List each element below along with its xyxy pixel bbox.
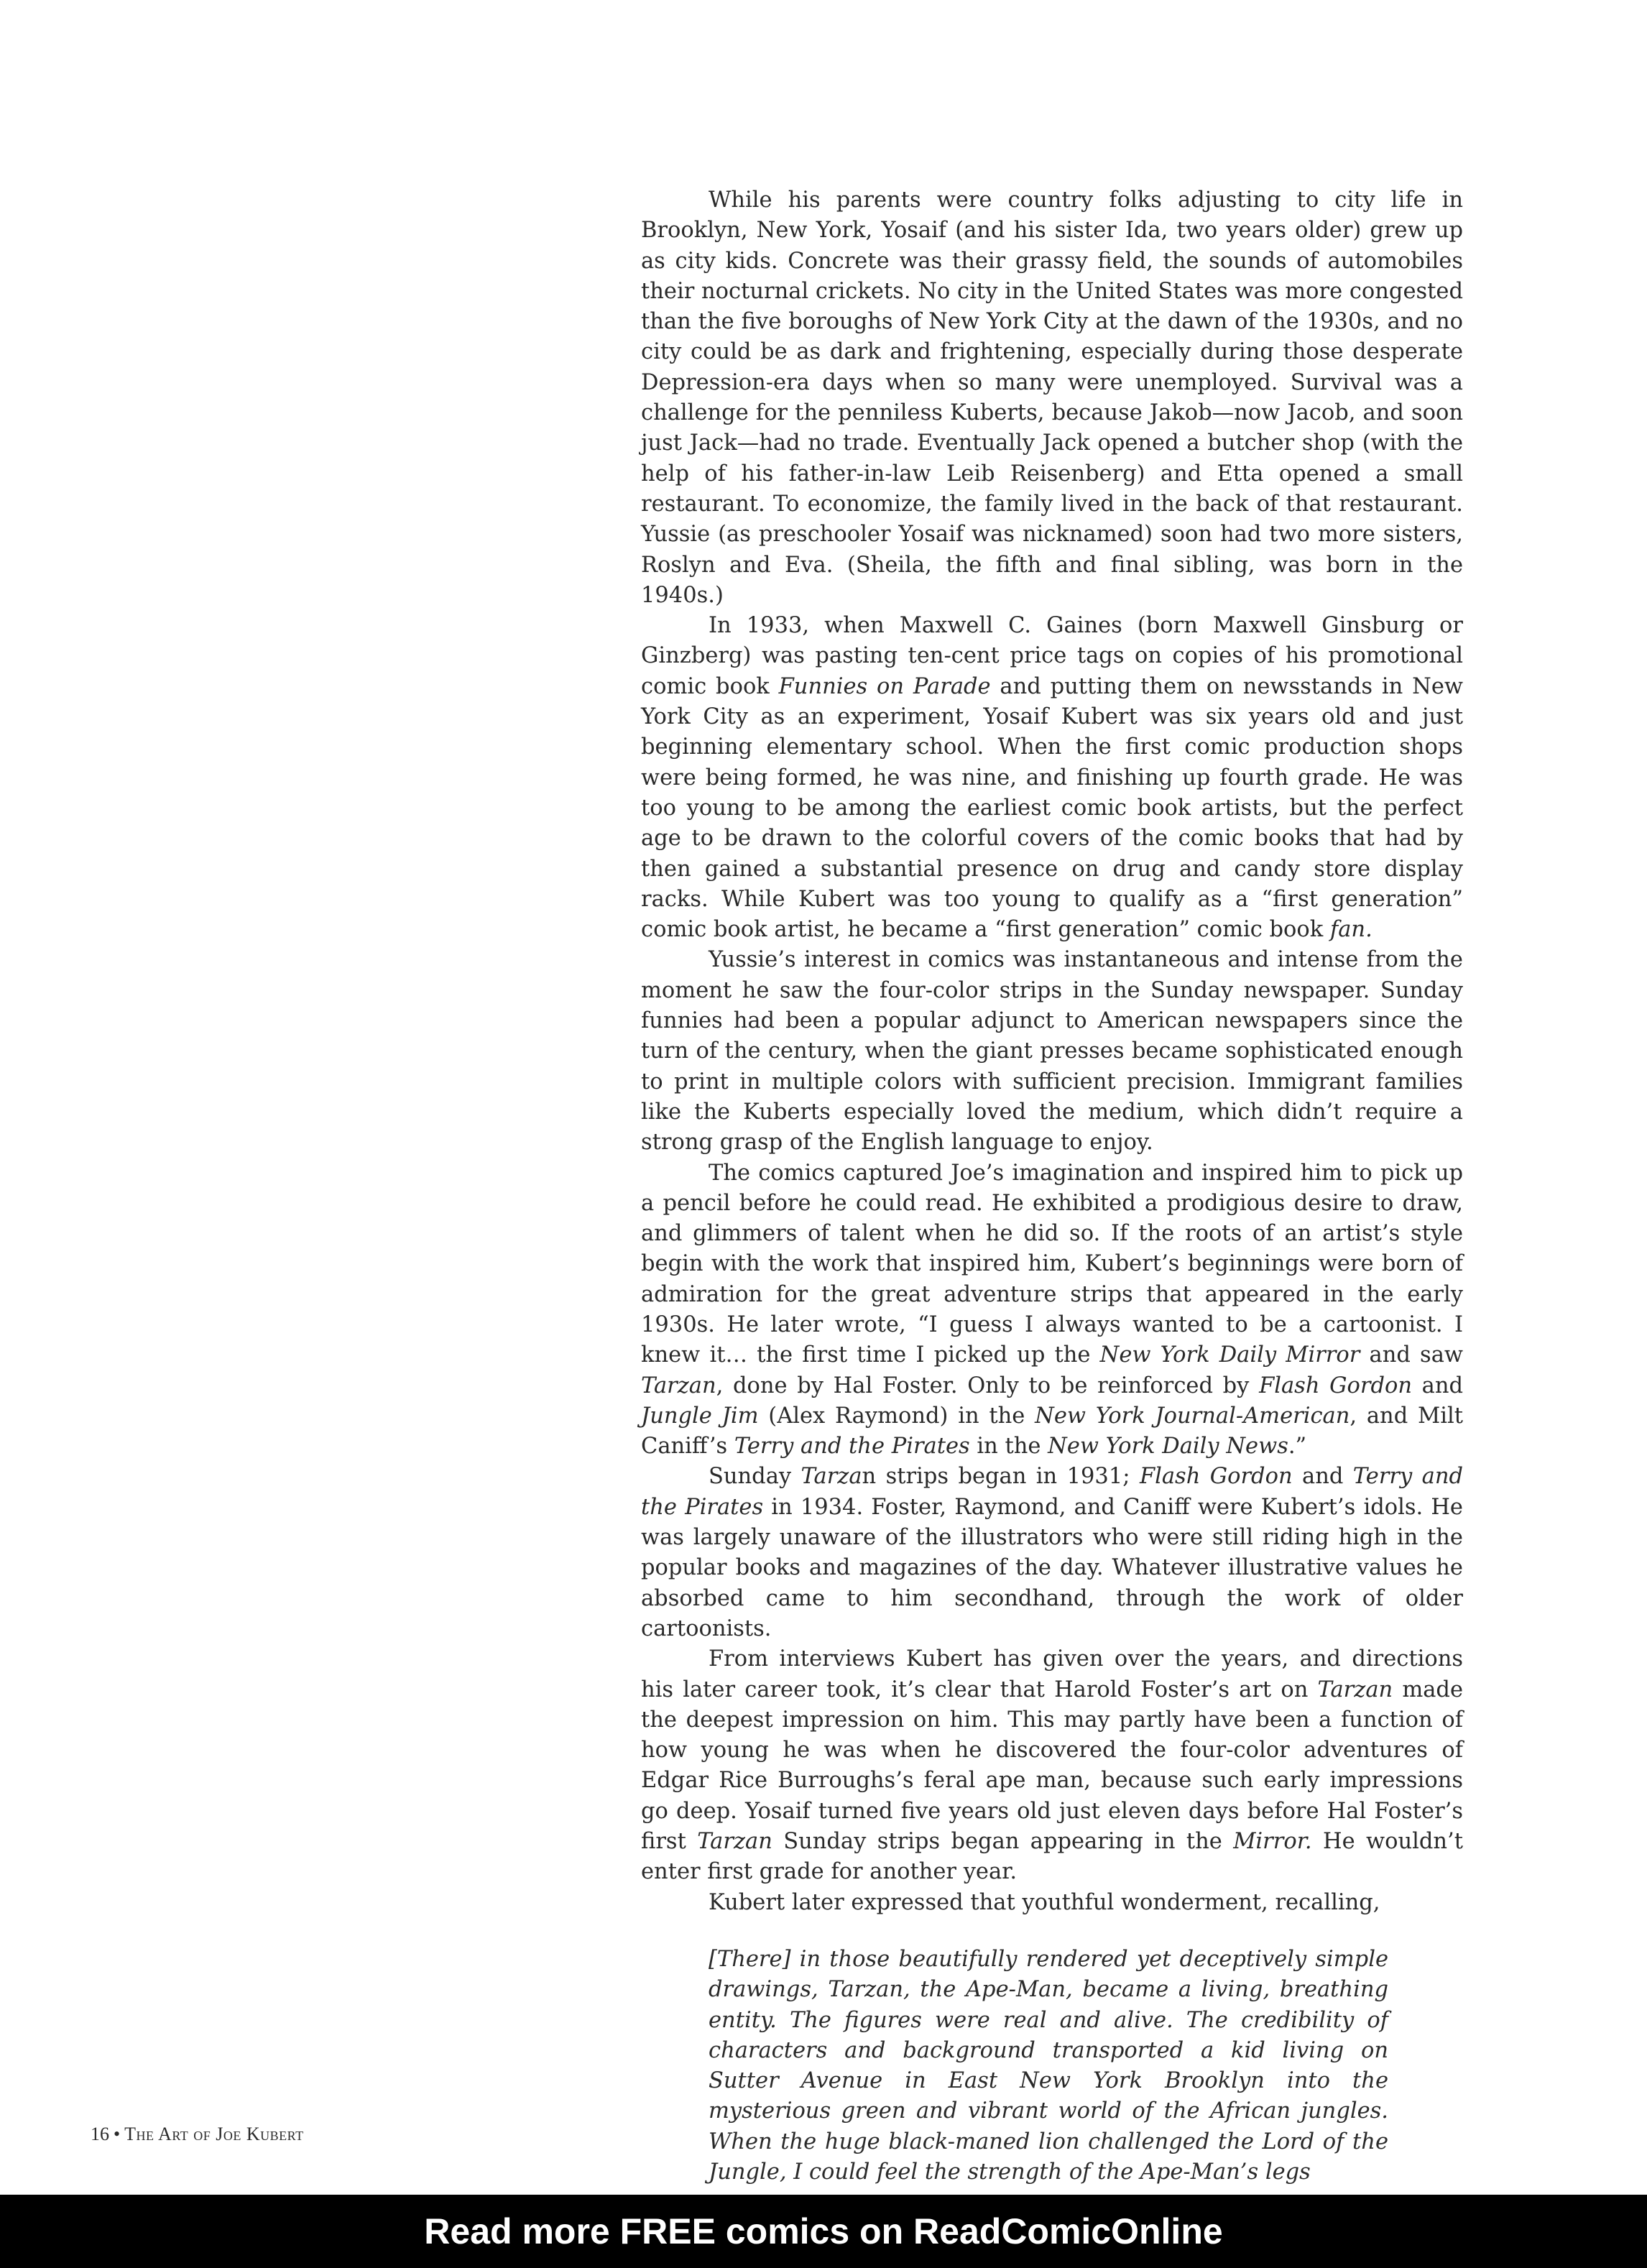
footer-bullet: •: [114, 2124, 121, 2144]
promo-banner[interactable]: Read more FREE comics on ReadComicOnline: [0, 2195, 1647, 2268]
paragraph-5: Sunday Tarzan strips began in 1931; Flash Gordon and Terry and the Pirates in 1934. Foster, Raymond, and Caniff were Kubert’s idols. He was largely unaware of the illustrators who were still riding high in the popular books and magazines of the day. Whatever illustrative values he absorbed came to him secondhand, through the work of older cartoonists.: [641, 1464, 1463, 1641]
page-footer: [91, 2124, 304, 2145]
paragraph-3: Yussie’s interest in comics was instantaneous and intense from the moment he saw the four-color strips in the Sunday newspaper. Sunday funnies had been a popular adjunct to American newspapers since the turn of the century, when the giant presses became sophisticated enough to print in multiple colors with sufficient precision. Immigrant families like the Kuberts especially loved the medium, which didn’t require a strong grasp of the English language to enjoy.: [641, 947, 1463, 1156]
block-quote: [There] in those beautifully rendered yet deceptively simple drawings, Tarzan, the Ape-Man, became a living, breathing entity. The figures were real and alive. The credibility of characters and background transported a kid living on Sutter Avenue in East New York Brooklyn into the mysterious green and vibrant world of the African jungles. When the huge black-maned lion challenged the Lord of the Jungle, I could feel the strength of the Ape-Man’s legs: [709, 1946, 1388, 2185]
title-funnies-on-parade: Funnies on Parade: [778, 673, 991, 699]
text-column: [641, 185, 1463, 2188]
paragraph-4: The comics captured Joe’s imagination and inspired him to pick up a pencil before he could read. He exhibited a prodigious desire to draw, and glimmers of talent when he did so. If the roots of an artist’s style begin with the work that inspired him, Kubert’s beginnings were born of admiration for the great adventure strips that appeared in the early 1930s. He later wrote, “I guess I always wanted to be a cartoonist. I knew it… the first time I picked up the New York Daily Mirror and saw Tarzan, done by Hal Foster. Only to be reinforced by Flash Gordon and Jungle Jim (Alex Raymond) in the New York Journal-American, and Milt Caniff’s Terry and the Pirates in the New York Daily News.”: [641, 1160, 1463, 1460]
page-number: 16: [91, 2124, 109, 2144]
book-title: The Art of Joe Kubert: [124, 2124, 304, 2144]
paragraph-2: In 1933, when Maxwell C. Gaines (born Maxwell Ginsburg or Ginzberg) was pasting ten-cent price tags on copies of his promotional comic book Funnies on Parade and putting them on newsstands in New York City as an experiment, Yosaif Kubert was six years old and just beginning elementary school. When the first comic production shops were being formed, he was nine, and finishing up fourth grade. He was too young to be among the earliest comic book artists, but the perfect age to be drawn to the colorful covers of the comic books that had by then gained a substantial presence on drug and candy store display racks. While Kubert was too young to qualify as a “first generation” comic book artist, he became a “first generation” comic book fan.: [641, 613, 1463, 943]
paragraph-1: While his parents were country folks adjusting to city life in Brooklyn, New York, Yosaif (and his sister Ida, two years older) grew up as city kids. Concrete was their grassy field, the sounds of automobiles their nocturnal crickets. No city in the United States was more congested than the five boroughs of New York City at the dawn of the 1930s, and no city could be as dark and frightening, especially during those desperate Depression-era days when so many were unemployed. Survival was a challenge for the penniless Kuberts, because Jakob—now Jacob, and soon just Jack—had no trade. Eventually Jack opened a butcher shop (with the help of his father-in-law Leib Reisenberg) and Etta opened a small restaurant. To economize, the family lived in the back of that restaurant. Yussie (as preschooler Yosaif was nicknamed) soon had two more sisters, Roslyn and Eva. (Sheila, the fifth and final sibling, was born in the 1940s.): [641, 188, 1463, 608]
paragraph-6: From interviews Kubert has given over the years, and directions his later career took, it’s clear that Harold Foster’s art on Tarzan made the deepest impression on him. This may partly have been a function of how young he was when he discovered the four-color adventures of Edgar Rice Burroughs’s feral ape man, because such early impressions go deep. Yosaif turned five years old just eleven days before Hal Foster’s first Tarzan Sunday strips began appearing in the Mirror. He wouldn’t enter first grade for another year.: [641, 1646, 1464, 1885]
paragraph-7: Kubert later expressed that youthful wonderment, recalling,: [709, 1889, 1380, 1915]
